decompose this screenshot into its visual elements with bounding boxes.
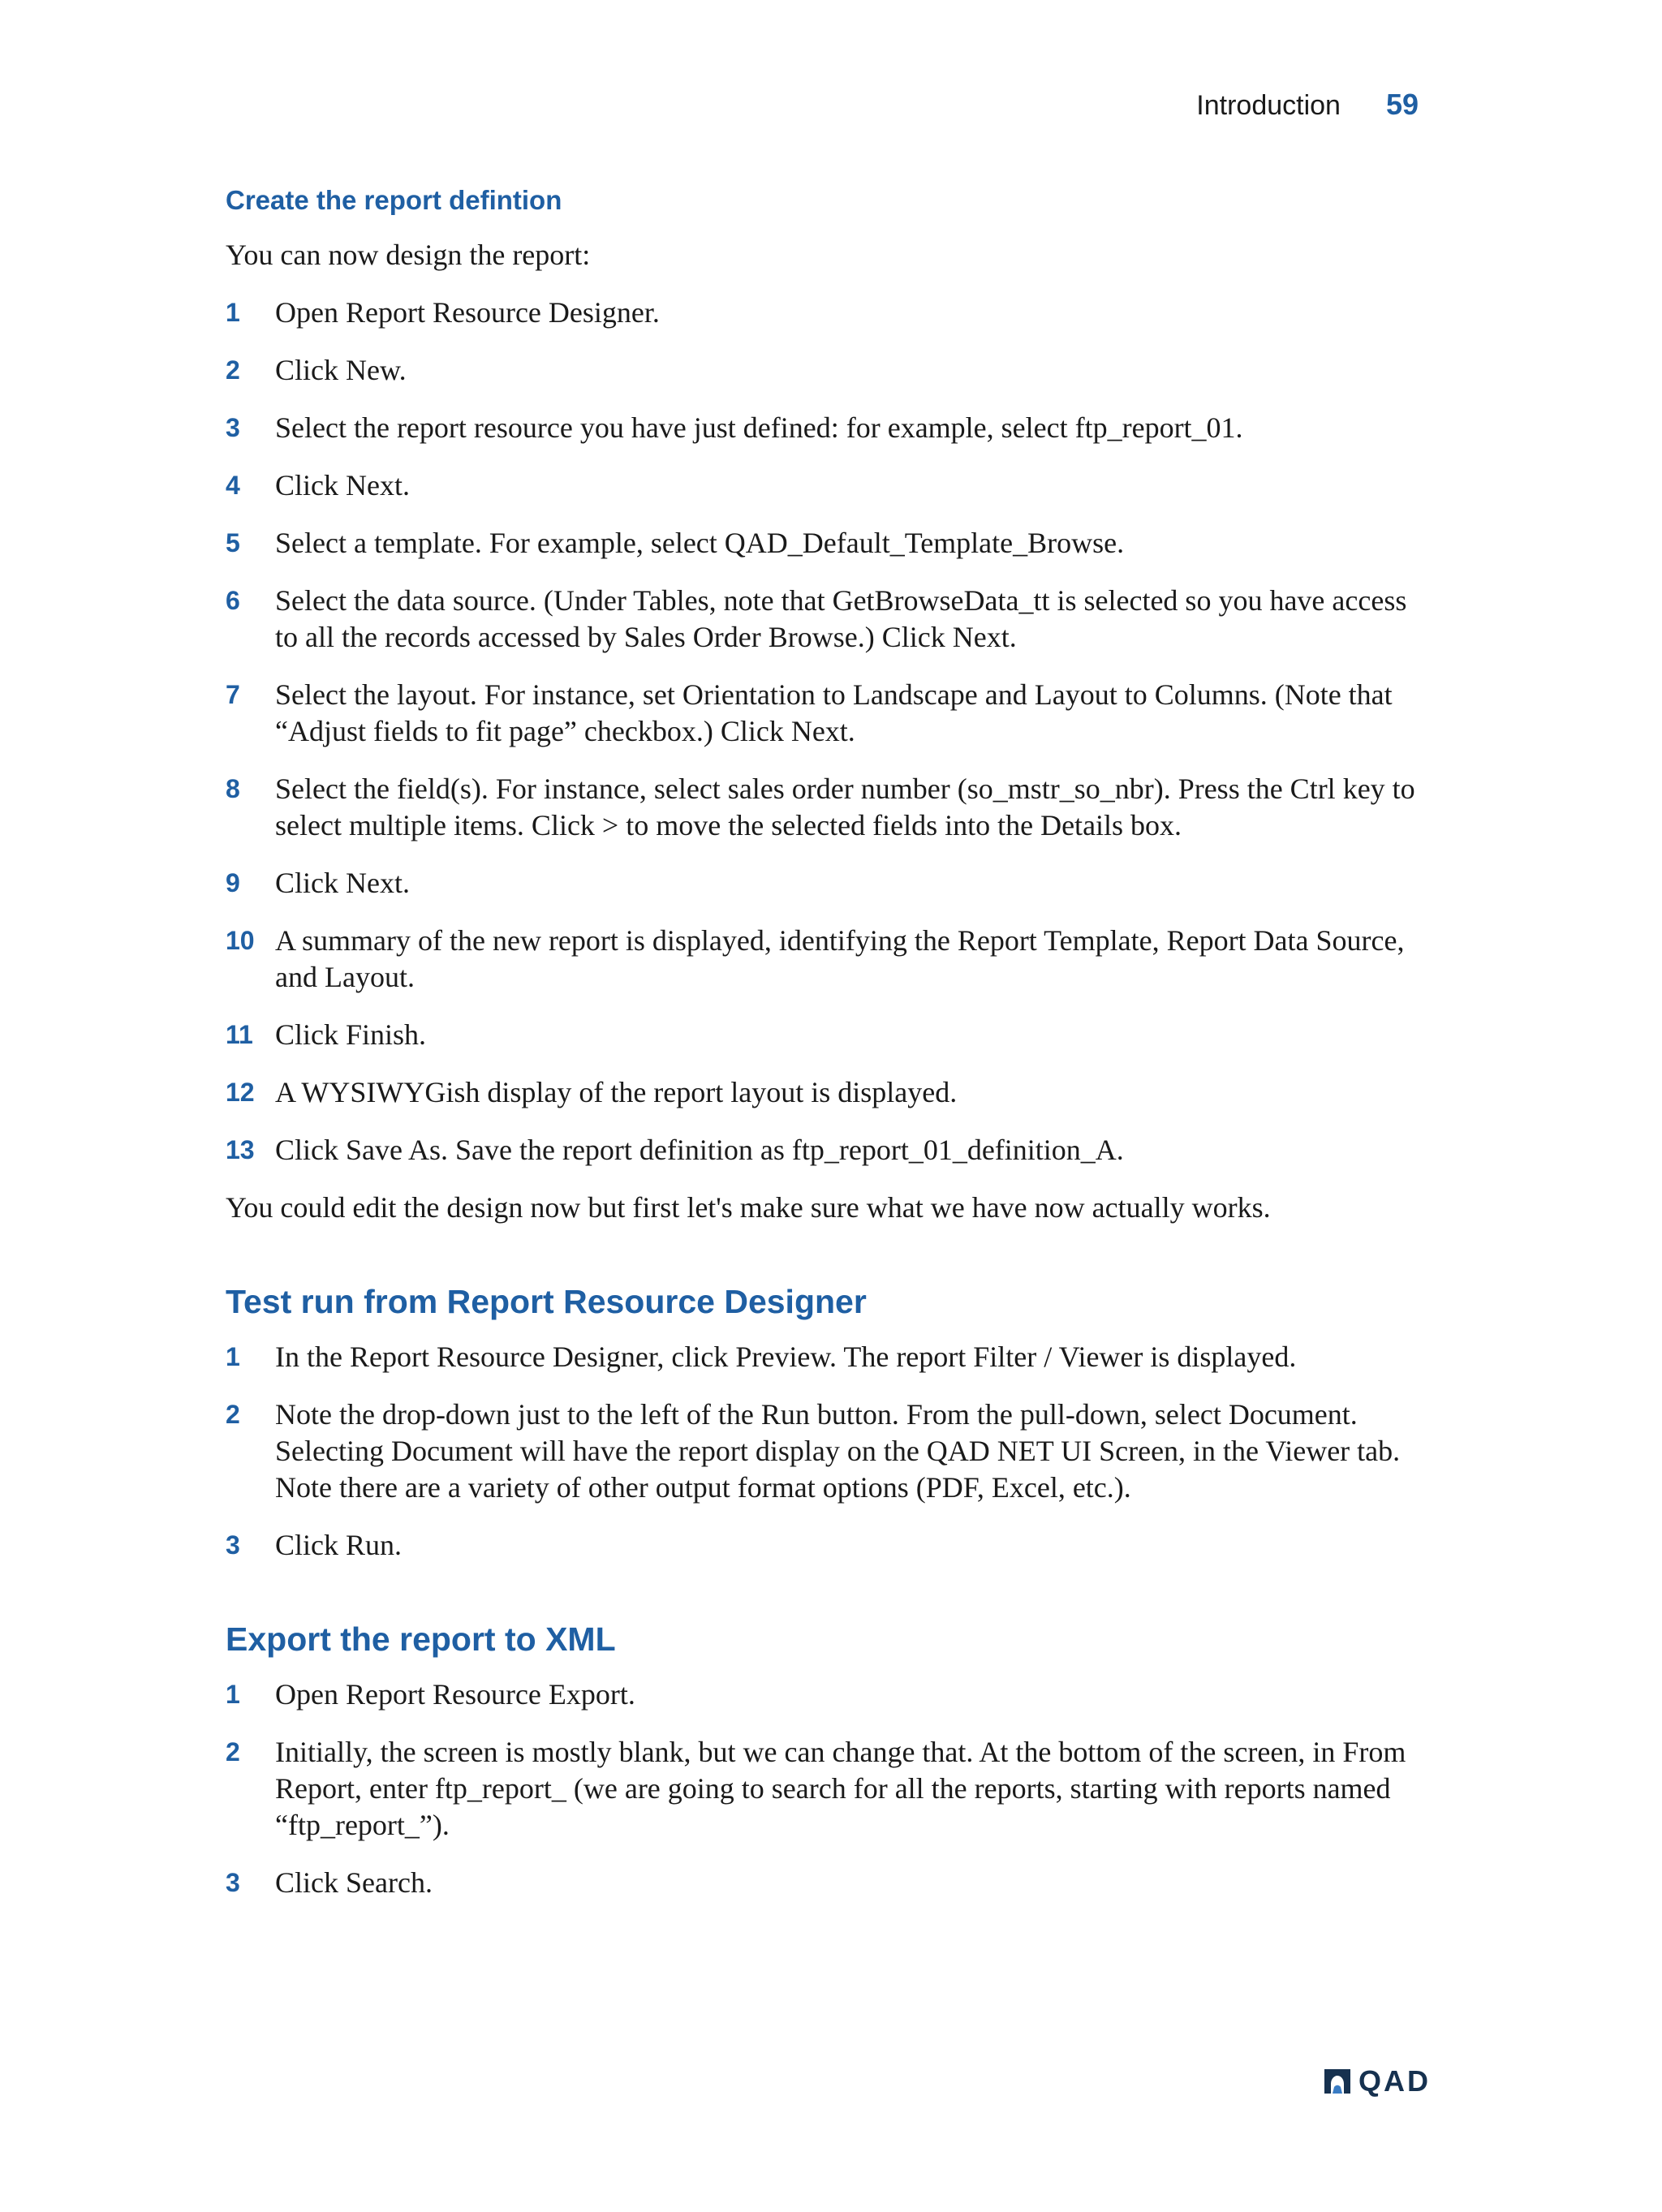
list-item: 2 Initially, the screen is mostly blank, but we can change that. At the bottom of the screen, in From Report, enter ftp_report_ (we are going to search for all the reports, starting with reports named “ftp_report_”). <box>226 1736 1406 1841</box>
list-item: 7 Select the layout. For instance, set Orientation to Landscape and Layout to Columns. (Note that “Adjust fields to fit page” checkbox.) Click Next. <box>226 678 1393 747</box>
logo-wordmark: QAD <box>1358 2064 1431 2098</box>
header-section-title: Introduction <box>1196 90 1341 121</box>
section-intro: You can now design the report: <box>226 239 591 271</box>
list-item: 11 Click Finish. <box>226 1018 427 1051</box>
list-item: 4 Click Next. <box>226 469 410 501</box>
list-item: 1 In the Report Resource Designer, click Preview. The report Filter / Viewer is displayed. <box>226 1341 1297 1373</box>
list-item: 1 Open Report Resource Designer. <box>226 296 660 329</box>
list-item: 10 A summary of the new report is displayed, identifying the Report Template, Report Data Source, and Layout. <box>226 924 1405 993</box>
page-content <box>226 185 1419 1922</box>
list-item: 3 Select the report resource you have just defined: for example, select ftp_report_01. <box>226 411 1243 444</box>
section-outro: You could edit the design now but first let's make sure what we have now actually works. <box>226 1191 1271 1224</box>
list-item: 9 Click Next. <box>226 867 410 899</box>
list-item: 2 Click New. <box>226 354 407 386</box>
list-item: 5 Select a template. For example, select QAD_Default_Template_Browse. <box>226 527 1125 559</box>
list-item: 2 Note the drop-down just to the left of the Run button. From the pull-down, select Document. Selecting Document will have the report display on the QAD NET UI Screen, in the Viewer tab. Note there are a variety of other output format options (PDF, Excel, etc.). <box>226 1398 1401 1504</box>
list-item: 3 Click Run. <box>226 1529 403 1561</box>
heading-test-run: Test run from Report Resource Designer <box>226 1283 867 1320</box>
list-item: 12 A WYSIWYGish display of the report layout is displayed. <box>226 1076 958 1108</box>
list-item: 6 Select the data source. (Under Tables, note that GetBrowseData_tt is selected so you have access to all the records accessed by Sales Order Browse.) Click Next. <box>226 584 1407 653</box>
heading-export-xml: Export the report to XML <box>226 1620 616 1658</box>
qad-logo <box>1323 2064 1431 2098</box>
steps-list-export <box>226 1676 1419 1901</box>
list-item: 1 Open Report Resource Export. <box>226 1678 635 1711</box>
page-number: 59 <box>1385 88 1419 121</box>
qad-logo-icon <box>1323 2068 1352 2095</box>
page-header <box>1196 88 1419 122</box>
steps-list-create <box>226 295 1419 1168</box>
list-item: 3 Click Search. <box>226 1866 433 1899</box>
heading-create-report-definition: Create the report defintion <box>226 185 562 215</box>
list-item: 13 Click Save As. Save the report definition as ftp_report_01_definition_A. <box>226 1134 1124 1166</box>
steps-list-test-run <box>226 1339 1419 1564</box>
list-item: 8 Select the field(s). For instance, select sales order number (so_mstr_so_nbr). Press the Ctrl key to select multiple items. Click > to move the selected fields into the Details box. <box>226 772 1415 841</box>
